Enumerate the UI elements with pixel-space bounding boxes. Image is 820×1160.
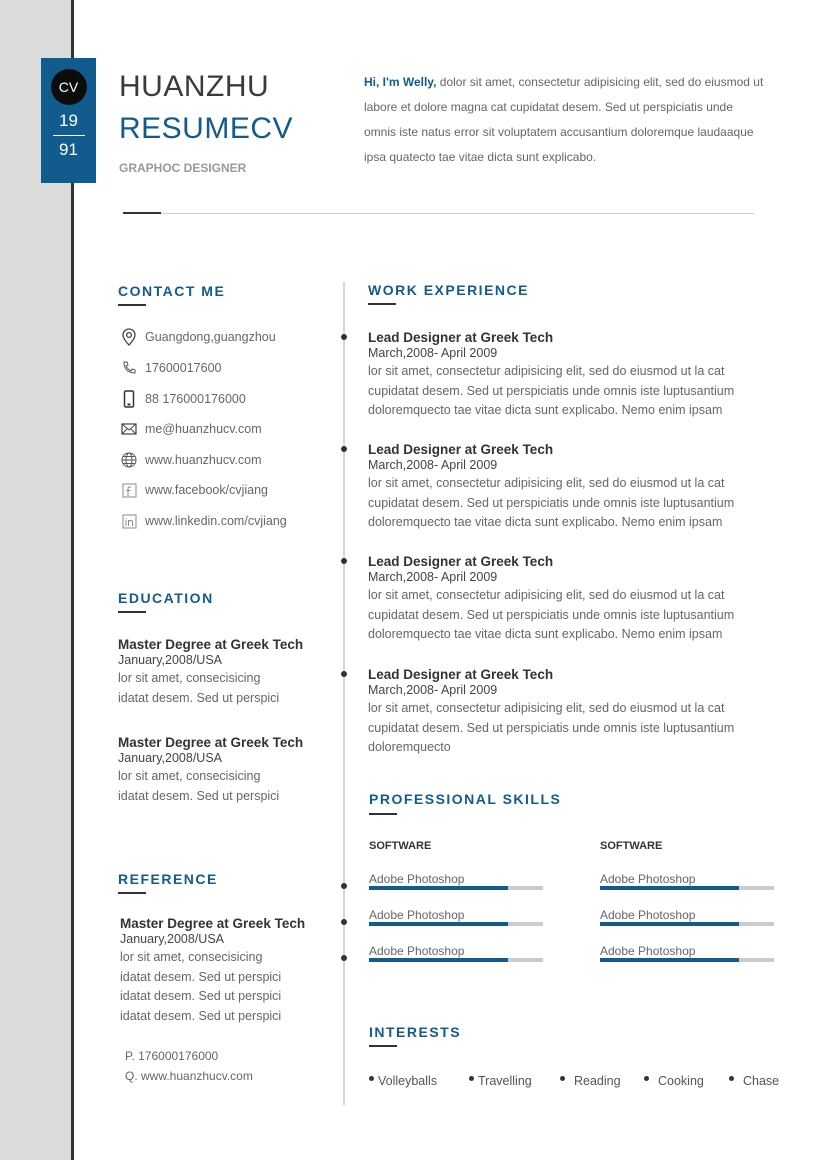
contact-facebook — [120, 481, 268, 499]
header-divider-accent — [123, 212, 161, 214]
skill-bar-fill — [369, 958, 508, 962]
work-title: WORK EXPERIENCE — [368, 282, 529, 298]
reference-entry-line: idatat desem. Sed ut perspici — [120, 989, 282, 1003]
intro-greeting: Hi, I'm Welly, — [364, 75, 437, 89]
contact-underline — [118, 304, 146, 306]
work-entry-line: lor sit amet, consectetur adipisicing elit, sed do eiusmod ut la cat — [368, 476, 725, 490]
location-pin-icon — [120, 328, 138, 346]
skill-bar — [600, 886, 774, 890]
work-entry-date: March,2008- April 2009 — [368, 683, 498, 697]
timeline-dot — [341, 558, 347, 564]
skill-bar-fill — [600, 958, 739, 962]
bullet-icon — [729, 1076, 734, 1081]
contact-mobile — [120, 390, 246, 408]
contact-location-text: Guangdong,guangzhou — [145, 330, 276, 344]
reference-entry-line: idatat desem. Sed ut perspici — [120, 969, 282, 984]
interest-label: Reading — [574, 1074, 621, 1088]
bullet-icon — [469, 1076, 474, 1081]
interest-label: Travelling — [478, 1074, 532, 1088]
work-entry-line: cupidatat desem. Sed ut perspiciatis unde omnis iste luptusantium — [368, 495, 735, 510]
work-entry-line: cupidatat desem. Sed ut perspiciatis unde omnis iste luptusantium — [368, 607, 735, 622]
education-entry — [118, 637, 303, 708]
skill-bar-fill — [369, 886, 508, 890]
skill-name: Adobe Photoshop — [600, 908, 696, 922]
work-entry-date: March,2008- April 2009 — [368, 346, 498, 360]
name-first-line: HUANZHU — [119, 70, 270, 103]
interest-item — [469, 1074, 532, 1088]
contact-linkedin — [120, 512, 287, 530]
work-entry-title: Lead Designer at Greek Tech — [368, 554, 554, 569]
skills-column-heading: SOFTWARE — [600, 840, 663, 852]
work-entry-line: doloremquecto tae vitae dicta sunt explicabo. Nemo enim ipsam — [368, 515, 723, 529]
education-entry-line: idatat desem. Sed ut perspici — [118, 690, 280, 705]
skill-bar — [600, 922, 774, 926]
skill-item — [600, 872, 774, 890]
skill-bar — [369, 958, 543, 962]
skill-name: Adobe Photoshop — [369, 944, 465, 958]
skill-name: Adobe Photoshop — [369, 908, 465, 922]
education-entry-date: January,2008/USA — [118, 751, 222, 765]
contact-location — [120, 328, 276, 346]
education-entry-date: January,2008/USA — [118, 653, 222, 667]
interest-label: Volleyballs — [378, 1074, 438, 1088]
timeline-dot — [341, 919, 347, 925]
reference-phone: P. 176000176000 — [125, 1049, 219, 1063]
reference-title: REFERENCE — [118, 871, 218, 887]
timeline-dot — [341, 334, 347, 340]
skill-bar-fill — [369, 922, 508, 926]
contact-mobile-text: 88 176000176000 — [145, 392, 246, 406]
contact-phone — [120, 359, 221, 377]
skill-bar — [369, 922, 543, 926]
reference-entry-title: Master Degree at Greek Tech — [120, 916, 306, 931]
reference-entry-line: idatat desem. Sed ut perspici — [120, 1008, 282, 1023]
work-entry-line: doloremquecto tae vitae dicta sunt explicabo. Nemo enim ipsam — [368, 403, 723, 417]
contact-website-text: www.huanzhucv.com — [145, 453, 262, 467]
work-entry-title: Lead Designer at Greek Tech — [368, 667, 554, 682]
skills-column-heading: SOFTWARE — [369, 840, 432, 852]
interest-item — [729, 1074, 779, 1088]
work-entry-date: March,2008- April 2009 — [368, 570, 498, 584]
interests-title: INTERESTS — [369, 1024, 462, 1040]
work-entry-line: lor sit amet, consectetur adipisicing elit, sed do eiusmod ut la cat — [368, 701, 725, 715]
skill-bar-fill — [600, 922, 739, 926]
interest-label: Cooking — [658, 1074, 704, 1088]
work-entry-line: doloremquecto — [368, 740, 451, 754]
education-entry-line: lor sit amet, consecisicing — [118, 769, 261, 783]
contact-email-text: me@huanzhucv.com — [145, 422, 262, 436]
badge-separator — [53, 135, 85, 136]
linkedin-icon — [120, 512, 138, 530]
work-underline — [368, 303, 396, 305]
contact-facebook-text: www.facebook/cvjiang — [145, 483, 268, 497]
interest-label: Chase — [743, 1074, 780, 1088]
education-underline — [118, 611, 146, 613]
skill-bar — [369, 886, 543, 890]
contact-phone-text: 17600017600 — [145, 361, 222, 375]
header-divider — [123, 213, 754, 214]
education-entry-title: Master Degree at Greek Tech — [118, 637, 304, 652]
skill-name: Adobe Photoshop — [600, 872, 696, 886]
work-entry-title: Lead Designer at Greek Tech — [368, 442, 554, 457]
education-entry-title: Master Degree at Greek Tech — [118, 735, 304, 750]
skill-bar-fill — [600, 886, 739, 890]
work-entry-line: cupidatat desem. Sed ut perspiciatis unde omnis iste luptusantium — [368, 720, 735, 735]
bullet-icon — [560, 1076, 565, 1081]
education-entry-line: lor sit amet, consecisicing — [118, 671, 261, 685]
facebook-icon — [120, 481, 138, 499]
timeline-dot — [341, 446, 347, 452]
education-title: EDUCATION — [118, 590, 214, 606]
intro-text: dolor sit amet, consectetur adipisicing elit, sed do eiusmod ut labore et dolore magna cat cupidatat desem. Sed ut perspiciatis unde omnis iste natus error sit voluptatem accusantium doloremque laudaaque ipsa quatecto tae vitae dicta sunt explicabo. — [364, 75, 764, 164]
column-divider — [343, 282, 345, 1105]
timeline-dot — [341, 671, 347, 677]
badge-year-top: 19 — [59, 111, 78, 130]
work-entry-title: Lead Designer at Greek Tech — [368, 330, 554, 345]
job-role: GRAPHOC DESIGNER — [119, 161, 247, 175]
contact-email — [120, 420, 262, 438]
badge-year-bottom: 91 — [59, 140, 78, 159]
contact-title: CONTACT ME — [118, 283, 226, 299]
work-entry-line: cupidatat desem. Sed ut perspiciatis unde omnis iste luptusantium — [368, 383, 735, 398]
globe-icon — [120, 451, 138, 469]
bullet-icon — [644, 1076, 649, 1081]
skill-item — [600, 908, 774, 926]
work-entry-date: March,2008- April 2009 — [368, 458, 498, 472]
intro-paragraph — [364, 70, 764, 170]
skills-title: PROFESSIONAL SKILLS — [369, 791, 562, 807]
skill-item — [369, 872, 543, 890]
work-entry — [368, 554, 734, 645]
bullet-icon — [369, 1076, 374, 1081]
reference-entry — [120, 916, 305, 1026]
name-second-line: RESUMECV — [119, 112, 294, 145]
mail-icon — [120, 420, 138, 438]
work-entry — [368, 330, 734, 421]
work-entry-line: lor sit amet, consectetur adipisicing elit, sed do eiusmod ut la cat — [368, 588, 725, 602]
work-entry — [368, 442, 734, 533]
skill-item — [600, 944, 774, 962]
skill-name: Adobe Photoshop — [369, 872, 465, 886]
phone-icon — [120, 359, 138, 377]
cv-badge — [41, 58, 96, 183]
work-entry — [368, 667, 734, 758]
reference-website: Q. www.huanzhucv.com — [125, 1069, 253, 1083]
reference-entry-line: lor sit amet, consecisicing — [120, 950, 263, 964]
education-entry — [118, 735, 303, 806]
interest-item — [560, 1074, 621, 1088]
education-entry-line: idatat desem. Sed ut perspici — [118, 788, 280, 803]
skill-bar — [600, 958, 774, 962]
interests-underline — [369, 1045, 397, 1047]
reference-underline — [118, 892, 146, 894]
mobile-icon — [120, 390, 138, 408]
contact-linkedin-text: www.linkedin.com/cvjiang — [145, 514, 287, 528]
contact-website — [120, 451, 262, 469]
work-entry-line: lor sit amet, consectetur adipisicing elit, sed do eiusmod ut la cat — [368, 364, 725, 378]
interest-item — [369, 1074, 437, 1088]
timeline-dot — [341, 883, 347, 889]
skill-item — [369, 944, 543, 962]
skills-underline — [369, 813, 397, 815]
work-entry-line: doloremquecto tae vitae dicta sunt explicabo. Nemo enim ipsam — [368, 627, 723, 641]
skill-name: Adobe Photoshop — [600, 944, 696, 958]
interest-item — [644, 1074, 704, 1088]
cv-circle: CV — [51, 69, 87, 105]
reference-entry-date: January,2008/USA — [120, 932, 224, 946]
timeline-dot — [341, 955, 347, 961]
skill-item — [369, 908, 543, 926]
